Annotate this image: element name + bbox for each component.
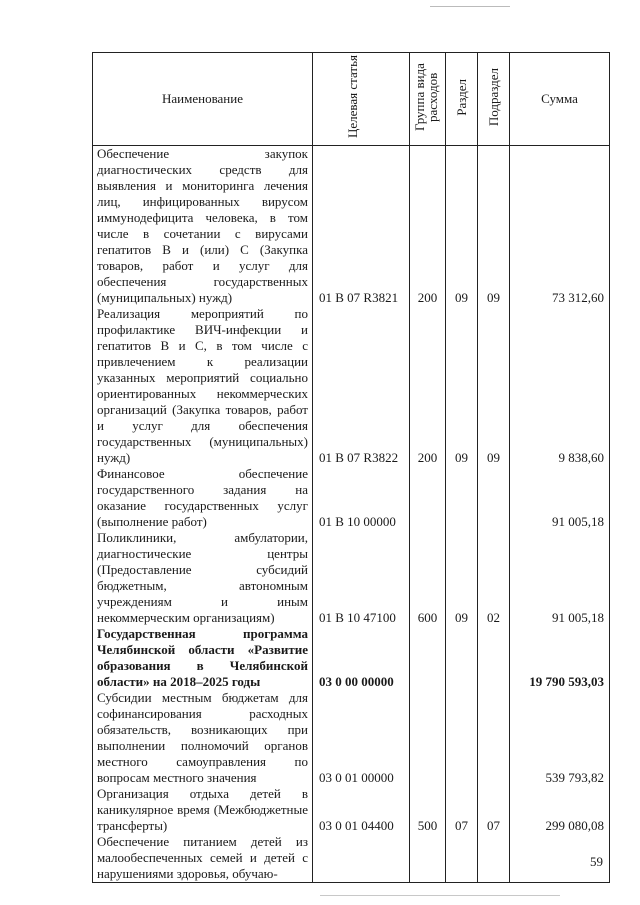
row-group: 200 (410, 306, 446, 466)
row-name: Реализация мероприятий по профилактике ВИЧ-инфекции и гепатитов В и С, в том числе с привлечением к реализации указанных мероприятий социально ориентированных некоммерческих организаций (Закупка товаров, работ и услуг для обеспечения государственных (муниципальных) нужд) (93, 306, 313, 466)
row-target-code: 03 0 01 00000 (313, 690, 410, 786)
row-target-code: 01 В 07 R3822 (313, 306, 410, 466)
table-body (93, 146, 610, 883)
row-subsection (478, 626, 510, 690)
row-section (446, 834, 478, 883)
row-group: 600 (410, 530, 446, 626)
row-sum: 73 312,60 (510, 146, 610, 307)
row-section (446, 626, 478, 690)
table-header (93, 53, 610, 146)
row-name: Организация отдыха детей в каникулярное время (Межбюджетные трансферты) (93, 786, 313, 834)
row-group (410, 466, 446, 530)
row-group (410, 834, 446, 883)
row-target-code: 03 0 01 04400 (313, 786, 410, 834)
row-name: Государственная программа Челябинской области «Развитие образования в Челябинской области» на 2018–2025 годы (93, 626, 313, 690)
header-subsection: Подраздел (478, 53, 510, 146)
row-section: 07 (446, 786, 478, 834)
table-row (93, 146, 610, 307)
row-group (410, 626, 446, 690)
table-row (93, 306, 610, 466)
row-name: Финансовое обеспечение государственного задания на оказание государственных услуг (выполнение работ) (93, 466, 313, 530)
header-group: Группа вида расходов (410, 53, 446, 146)
row-subsection (478, 834, 510, 883)
table-row (93, 786, 610, 834)
row-subsection: 09 (478, 146, 510, 307)
scan-mark (430, 6, 510, 7)
table-row (93, 626, 610, 690)
row-sum: 91 005,18 (510, 530, 610, 626)
row-sum: 9 838,60 (510, 306, 610, 466)
row-subsection: 09 (478, 306, 510, 466)
row-section (446, 466, 478, 530)
row-section: 09 (446, 530, 478, 626)
row-target-code: 03 0 00 00000 (313, 626, 410, 690)
row-section (446, 690, 478, 786)
row-name: Обеспечение закупок диагностических средств для выявления и мониторинга лечения лиц, инфицированных вирусом иммунодефицита человека, в том числе в сочетании с вирусами гепатитов В и (или) С (Закупка товаров, работ и услуг для обеспечения государственных (муниципальных) нужд) (93, 146, 313, 307)
row-target-code: 01 В 10 47100 (313, 530, 410, 626)
row-name: Поликлиники, амбулатории, диагностические центры (Предоставление субсидий бюджетным, автономным учреждениям и иным некоммерческим организациям) (93, 530, 313, 626)
row-group: 200 (410, 146, 446, 307)
row-sum: 539 793,82 (510, 690, 610, 786)
row-sum: 299 080,08 (510, 786, 610, 834)
header-section: Раздел (446, 53, 478, 146)
row-subsection: 07 (478, 786, 510, 834)
scan-mark-bottom (320, 895, 560, 896)
budget-table (92, 52, 610, 883)
row-group (410, 690, 446, 786)
row-name: Обеспечение питанием детей из малообеспеченных семей и детей с нарушениями здоровья, обучаю- (93, 834, 313, 883)
row-sum: 19 790 593,03 (510, 626, 610, 690)
row-target-code (313, 834, 410, 883)
page-number: 59 (590, 854, 603, 869)
table-row (93, 466, 610, 530)
row-sum: 91 005,18 (510, 466, 610, 530)
row-subsection (478, 690, 510, 786)
row-group: 500 (410, 786, 446, 834)
row-section: 09 (446, 306, 478, 466)
row-target-code: 01 В 10 00000 (313, 466, 410, 530)
row-subsection: 02 (478, 530, 510, 626)
table-row (93, 690, 610, 786)
header-target: Целевая статья (313, 53, 410, 146)
row-section: 09 (446, 146, 478, 307)
table-row (93, 530, 610, 626)
row-name: Субсидии местным бюджетам для софинансирования расходных обязательств, возникающих при выполнении полномочий органов местного самоуправления по вопросам местного значения (93, 690, 313, 786)
table-row (93, 834, 610, 883)
header-name: Наименование (93, 53, 313, 146)
header-sum: Сумма (510, 53, 610, 146)
row-target-code: 01 В 07 R3821 (313, 146, 410, 307)
row-subsection (478, 466, 510, 530)
